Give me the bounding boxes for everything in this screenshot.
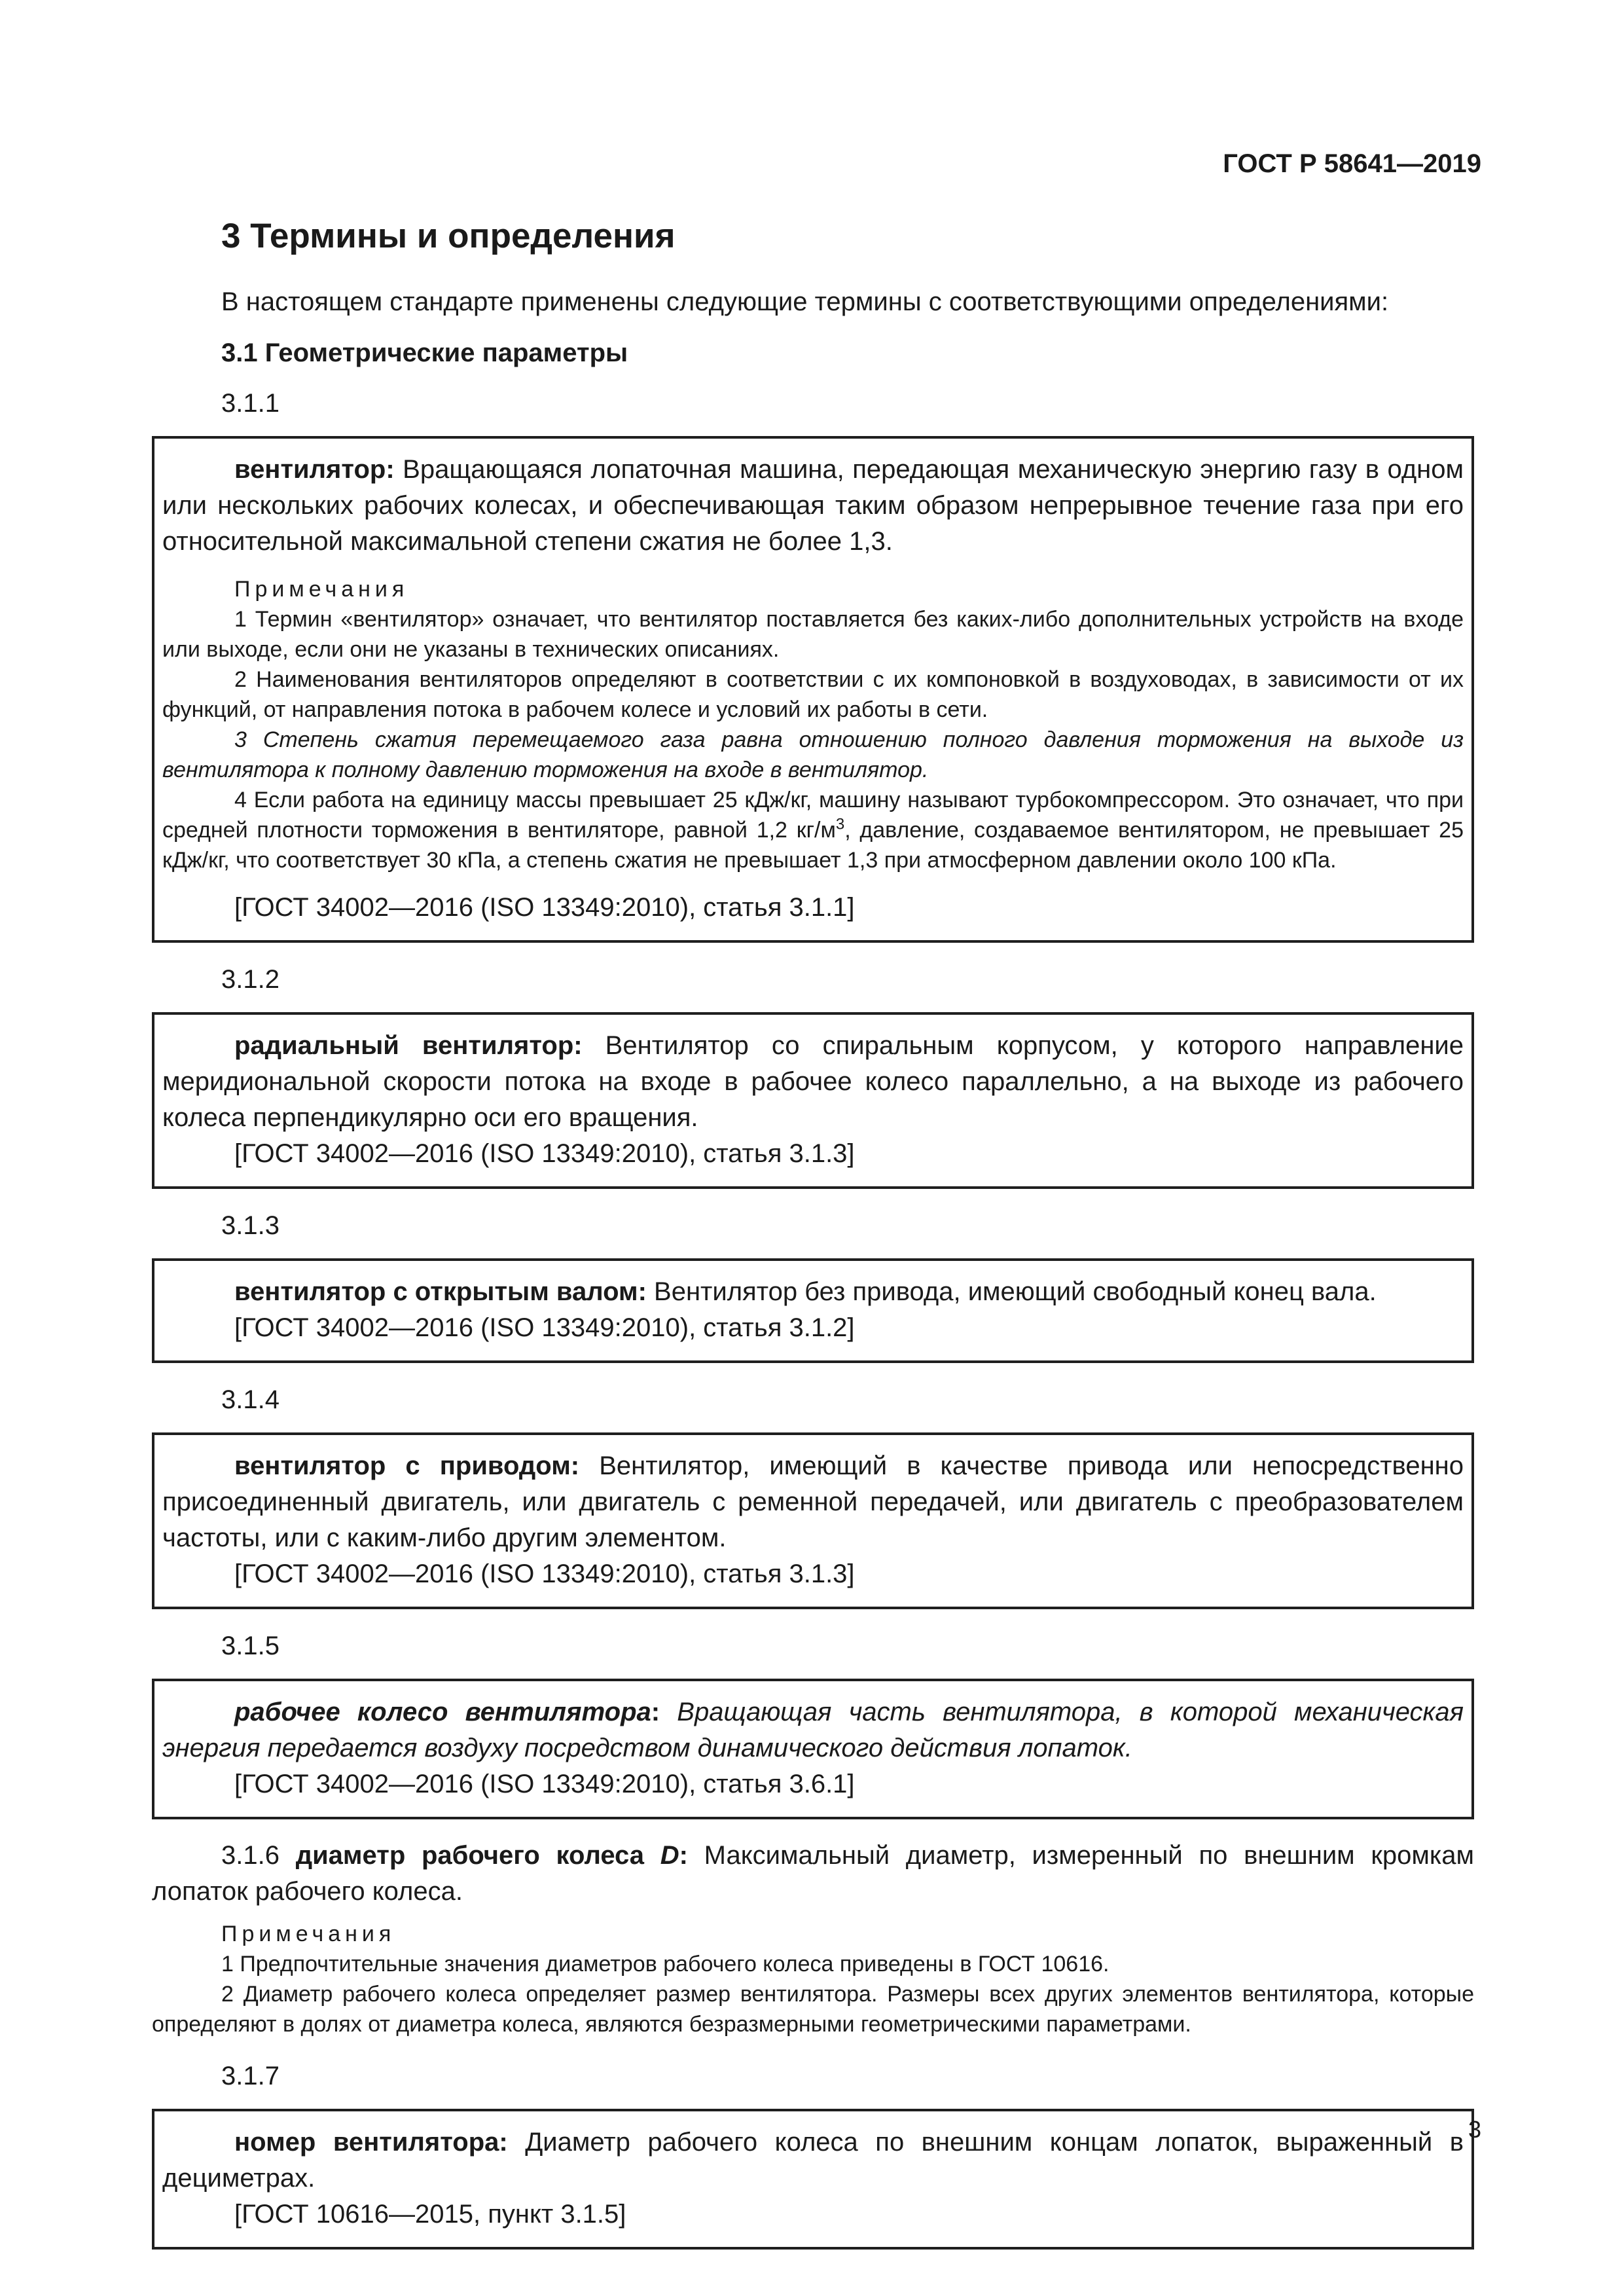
term-definition xyxy=(162,1694,1464,1766)
superscript: 3 xyxy=(835,815,845,833)
standard-code: ГОСТ Р 58641—2019 xyxy=(1223,149,1481,178)
notes-heading: Примечания xyxy=(221,1922,396,1946)
term-number: 3.1.7 xyxy=(221,2062,280,2090)
term-text: Вращающая часть вентилятора, в которой механическая энергия передается воздуху посредством динамического действия лопаток. xyxy=(162,1698,1464,1762)
term-definition xyxy=(162,452,1464,560)
term-text: Максимальный диаметр, измеренный по внешним кромкам лопаток рабочего колеса. xyxy=(152,1841,1475,1906)
term-number: 3.1.2 xyxy=(221,965,280,994)
term-number: 3.1.6 xyxy=(221,1841,296,1870)
term-text: Диаметр рабочего колеса по внешним концам лопаток, выраженный в дециметрах. xyxy=(162,2128,1464,2193)
section-intro: В настоящем стандарте применены следующие термины с соответствующими определениями: xyxy=(221,287,1389,316)
term-reference: [ГОСТ 34002—2016 (ISO 13349:2010), статья 3.1.2] xyxy=(234,1313,855,1342)
term-name: рабочее колесо вентилятора xyxy=(234,1698,651,1726)
term-symbol: D xyxy=(660,1841,679,1870)
term-colon: : xyxy=(679,1841,688,1870)
term-reference: [ГОСТ 10616—2015, пункт 3.1.5] xyxy=(234,2200,626,2229)
section-title: 3 Термины и определения xyxy=(221,217,676,255)
term-text: Вентилятор без привода, имеющий свободный конец вала. xyxy=(646,1277,1377,1306)
term-name: диаметр рабочего колеса xyxy=(295,1841,660,1870)
term-text: Вентилятор со спиральным корпусом, у которого направление меридиональной скорости потока на входе в рабочее колесо параллельно, а на выходе из рабочего колеса перпендикулярно оси его вращения. xyxy=(162,1031,1464,1132)
term-box xyxy=(152,1432,1474,1609)
term-definition xyxy=(152,1838,1474,1910)
term-number: 3.1.4 xyxy=(221,1385,280,1414)
note: 2 Наименования вентиляторов определяют в соответствии с их компоновкой в воздуховодах, в зависимости от их функций, от направления потока в рабочем колесе и условий их работы в сети. xyxy=(162,667,1464,722)
term-box xyxy=(152,2109,1474,2250)
subsection-title: 3.1 Геометрические параметры xyxy=(221,338,628,367)
term-box xyxy=(152,1258,1474,1363)
term-reference: [ГОСТ 34002—2016 (ISO 13349:2010), статья 3.6.1] xyxy=(234,1770,855,1798)
page-content xyxy=(152,216,1474,2268)
term-number: 3.1.1 xyxy=(221,389,280,418)
term-name: вентилятор: xyxy=(234,455,395,484)
term-number: 3.1.3 xyxy=(221,1211,280,1240)
term-definition xyxy=(162,1028,1464,1136)
term-box xyxy=(152,1679,1474,1819)
note xyxy=(162,785,1464,875)
term-colon: : xyxy=(651,1698,660,1726)
term-name: вентилятор с приводом: xyxy=(234,1451,580,1480)
term-reference: [ГОСТ 34002—2016 (ISO 13349:2010), статья 3.1.3] xyxy=(234,1139,855,1168)
note-text: 4 Если работа на единицу массы превышает 25 кДж/кг, машину называют турбокомпрессором. Это означает, что при средней плотности торможения в вентиляторе, равной 1,2 кг/м xyxy=(162,788,1464,843)
note: 1 Термин «вентилятор» означает, что вентилятор поставляется без каких-либо дополнительных устройств на входе или выходе, если они не указаны в технических описаниях. xyxy=(162,607,1464,662)
term-name: радиальный вентилятор: xyxy=(234,1031,583,1060)
term-definition xyxy=(162,1448,1464,1556)
term-text: Вентилятор, имеющий в качестве привода или непосредственно присоединенный двигатель, или двигатель с ременной передачей, или двигатель с преобразователем частоты, или с каким-либо другим элементом. xyxy=(162,1451,1464,1552)
note: 1 Предпочтительные значения диаметров рабочего колеса приведены в ГОСТ 10616. xyxy=(221,1952,1110,1977)
term-text: Вращающаяся лопаточная машина, передающая механическую энергию газу в одном или нескольких рабочих колесах, и обеспечивающая таким образом непрерывное течение газа при его относительной максимальной степени сжатия не более 1,3. xyxy=(162,455,1464,556)
note: 2 Диаметр рабочего колеса определяет размер вентилятора. Размеры всех других элементов вентилятора, которые определяют в долях от диаметра колеса, являются безразмерными геометрическими параметрами. xyxy=(152,1982,1474,2037)
page-number: 3 xyxy=(1468,2116,1481,2143)
term-name: вентилятор с открытым валом: xyxy=(234,1277,647,1306)
term-reference: [ГОСТ 34002—2016 (ISO 13349:2010), статья 3.1.3] xyxy=(234,1559,855,1588)
term-box xyxy=(152,436,1474,943)
term-definition xyxy=(162,2124,1464,2196)
term-name: номер вентилятора: xyxy=(234,2128,508,2157)
term-number: 3.1.5 xyxy=(221,1631,280,1660)
note-text: , давление, создаваемое вентилятором, не превышает 25 кДж/кг, что соответствует 30 кПа, а степень сжатия не превышает 1,3 при атмосферном давлении около 100 кПа. xyxy=(162,818,1464,873)
term-definition xyxy=(162,1274,1464,1310)
term-reference: [ГОСТ 34002—2016 (ISO 13349:2010), статья 3.1.1] xyxy=(234,893,855,922)
notes-heading: Примечания xyxy=(234,577,409,602)
note: 3 Степень сжатия перемещаемого газа равна отношению полного давления торможения на выходе из вентилятора к полному давлению торможения на входе в вентилятор. xyxy=(162,727,1464,782)
term-box xyxy=(152,1012,1474,1189)
